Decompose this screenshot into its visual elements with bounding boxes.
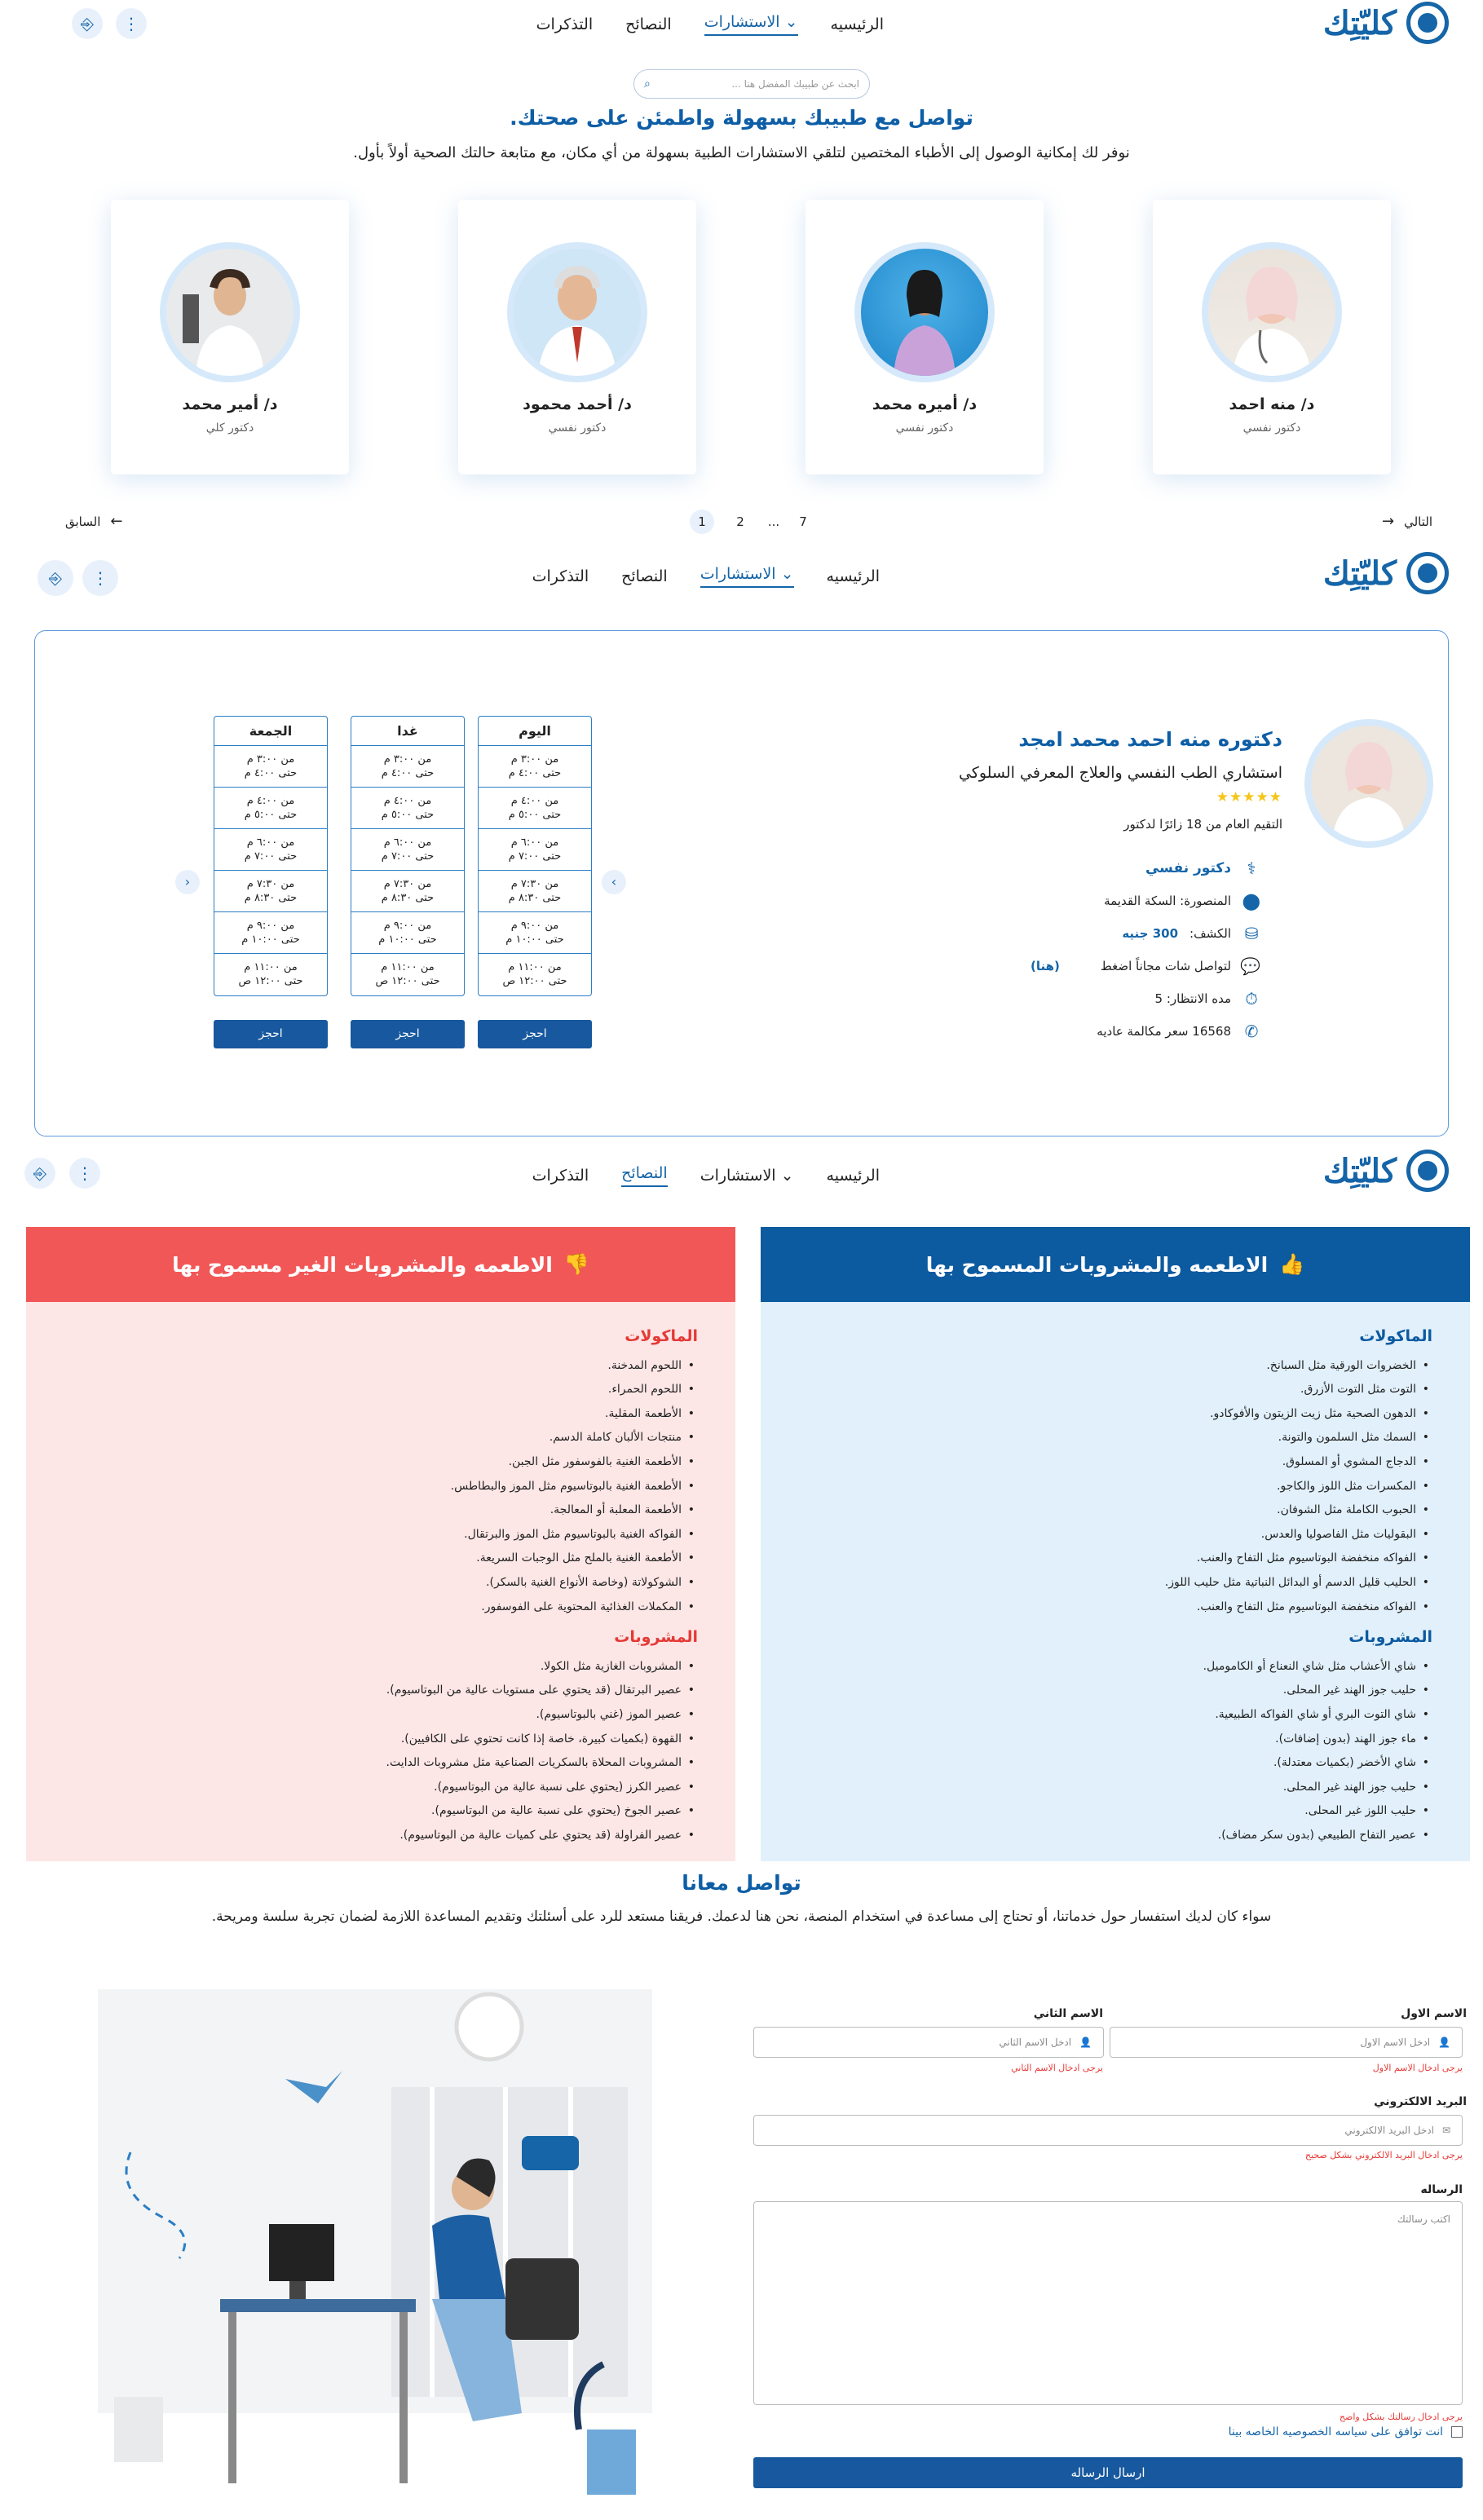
- stethoscope-icon: ⚕: [1247, 858, 1256, 878]
- schedule-prev-arrow[interactable]: ‹: [175, 870, 200, 894]
- list-item: • اللحوم المدخنة.: [51, 1354, 698, 1379]
- page-1[interactable]: 1: [690, 510, 714, 534]
- nav-tips[interactable]: النصائح: [621, 1164, 668, 1187]
- list-item: • المشروبات الغازية مثل الكولا.: [51, 1655, 698, 1679]
- chevron-down-icon: ⌄: [775, 1167, 794, 1185]
- list-item: • ماء جوز الهند (بدون إضافات).: [785, 1728, 1432, 1752]
- allowed-drinks-list: [785, 1655, 1432, 1848]
- first-name-label: الاسم الاول: [1401, 2007, 1467, 2020]
- list-item: • الشوكولاتة (وخاصة الأنواع الغنية بالسكر).: [51, 1571, 698, 1595]
- first-name-input[interactable]: 👤 ادخل الاسم الاول: [1110, 2027, 1463, 2058]
- book-button[interactable]: احجز: [478, 1020, 592, 1048]
- forbidden-drinks-list: [51, 1655, 698, 1848]
- doctor-card[interactable]: [805, 200, 1044, 474]
- time-slot[interactable]: من ٤:٠٠ م حتى ٥:٠٠ م: [479, 788, 591, 829]
- schedule-column: [478, 716, 592, 996]
- nav-tips[interactable]: النصائح: [625, 15, 672, 33]
- page-2[interactable]: 2: [736, 514, 744, 529]
- search-placeholder: ابحث عن طبيبك المفضل هنا ...: [731, 78, 859, 90]
- info-fee: ⛁ الكشف: 300 جنيه: [1122, 924, 1260, 943]
- more-menu-icon[interactable]: ⋮: [82, 560, 118, 596]
- list-item: • الحبوب الكاملة مثل الشوفان.: [785, 1498, 1432, 1523]
- book-button[interactable]: احجز: [214, 1020, 328, 1048]
- prev-page-button[interactable]: ← السابق: [65, 513, 123, 530]
- list-item: • عصير التفاح الطبيعي (بدون سكر مضاف).: [785, 1824, 1432, 1848]
- last-name-input[interactable]: 👤 ادخل الاسم الثاني: [753, 2027, 1104, 2058]
- next-page-button[interactable]: التالي →: [1381, 513, 1432, 530]
- forbidden-drinks-title: المشروبات: [614, 1628, 698, 1647]
- doctor-specialty: دكتور كلي: [205, 421, 254, 435]
- hero-subtitle: نوفر لك إمكانية الوصول إلى الأطباء المختصين لتلقي الاستشارات الطبية بسهولة من أي مكان، مع متابعة حالتك الصحية أولاً بأول.: [353, 144, 1130, 161]
- doctor-name: د/ منه احمد: [1229, 395, 1315, 413]
- list-item: • عصير البرتقال (قد يحتوي على مستويات عالية من البوتاسيوم).: [51, 1679, 698, 1703]
- time-slot[interactable]: من ٤:٠٠ م حتى ٥:٠٠ م: [214, 788, 327, 829]
- time-slot[interactable]: من ٩:٠٠ م حتى ١٠:٠٠ م: [351, 912, 464, 954]
- info-wait: ⏱ مده الانتظار: 5: [1155, 989, 1260, 1008]
- allowed-header: 👍 الاطعمه والمشروبات المسموح بها: [761, 1227, 1470, 1302]
- user-icon: 👤: [1438, 2037, 1450, 2048]
- last-name-error: يرجى ادخال الاسم الثاني: [1011, 2063, 1103, 2073]
- more-menu-icon[interactable]: ⋮: [69, 1158, 100, 1189]
- forbidden-foods-title: الماكولات: [625, 1327, 698, 1345]
- time-slot[interactable]: من ٩:٠٠ م حتى ١٠:٠٠ م: [479, 912, 591, 954]
- list-item: • عصير الموز (غني بالبوتاسيوم).: [51, 1703, 698, 1728]
- info-phone: ✆ 16568 سعر مكالمة عاديه: [1097, 1022, 1260, 1041]
- forbidden-header: 👎 الاطعمه والمشروبات الغير مسموح بها: [26, 1227, 735, 1302]
- email-label: البريد الالكتروني: [1374, 2095, 1467, 2108]
- privacy-agree[interactable]: انت توافق على سياسه الخصوصيه الخاصه بينا: [1229, 2425, 1463, 2438]
- doctors-section: [0, 0, 1483, 538]
- time-slot[interactable]: من ٦:٠٠ م حتى ٧:٠٠ م: [214, 829, 327, 871]
- schedule-day: اليوم: [479, 717, 591, 746]
- allowed-foods-title: الماكولات: [1359, 1327, 1432, 1345]
- nav-links: [532, 565, 880, 588]
- list-item: • الحليب قليل الدسم أو البدائل النباتية مثل حليب اللوز.: [785, 1571, 1432, 1595]
- doctor-card[interactable]: [458, 200, 696, 474]
- contact-title: تواصل معانا: [682, 1871, 801, 1895]
- chevron-down-icon: ⌄: [779, 13, 798, 31]
- doctor-card[interactable]: [111, 200, 349, 474]
- nav-tickets[interactable]: التذكرات: [536, 15, 594, 33]
- list-item: • الفواكه منخفضة البوتاسيوم مثل التفاح والعنب.: [785, 1547, 1432, 1571]
- book-button[interactable]: احجز: [351, 1020, 465, 1048]
- message-error: يرجى ادخال رسالتك بشكل واضح: [1339, 2412, 1463, 2422]
- contact-subtitle: سواء كان لديك استفسار حول خدماتنا، أو تحتاج إلى مساعدة في استخدام المنصة، نحن هنا لدعمك. فريقنا مستعد للرد على أسئلتك وتقديم المساعدة اللازمة لضمان تجربة سلسة ومريحة.: [211, 1909, 1272, 1925]
- checkbox[interactable]: [1451, 2426, 1463, 2438]
- list-item: • الدجاج المشوي أو المسلوق.: [785, 1450, 1432, 1475]
- info-category: ⚕ دكتور نفسي: [1145, 858, 1260, 878]
- nav-home[interactable]: الرئيسيه: [830, 15, 884, 33]
- last-name-label: الاسم الثاني: [1033, 2007, 1103, 2020]
- nav-consultations[interactable]: ⌄ الاستشارات: [700, 565, 794, 588]
- schedule-column: [351, 716, 465, 996]
- time-slot[interactable]: من ٦:٠٠ م حتى ٧:٠٠ م: [351, 829, 464, 871]
- list-item: • حليب جوز الهند غير المحلى.: [785, 1776, 1432, 1800]
- logo-icon: [1406, 552, 1449, 594]
- time-slot[interactable]: من ٣:٠٠ م حتى ٤:٠٠ م: [479, 746, 591, 788]
- list-item: • المكملات الغذائية المحتوية على الفوسفور.: [51, 1595, 698, 1620]
- list-item: • الفواكه منخفضة البوتاسيوم مثل التفاح والعنب.: [785, 1595, 1432, 1620]
- more-menu-icon[interactable]: ⋮: [116, 8, 147, 39]
- allowed-foods-panel: [761, 1227, 1470, 1861]
- list-item: • اللحوم الحمراء.: [51, 1378, 698, 1402]
- time-slot[interactable]: من ٧:٣٠ م حتى ٨:٣٠ م: [214, 871, 327, 912]
- list-item: • عصير الجوخ (يحتوي على نسبة عالية من البوتاسيوم).: [51, 1799, 698, 1824]
- allowed-foods-list: [785, 1354, 1432, 1620]
- chat-link[interactable]: (هنا): [1031, 959, 1060, 973]
- list-item: • القهوة (بكميات كبيرة، خاصة إذا كانت تحتوي على الكافيين).: [51, 1728, 698, 1752]
- list-item: • الأطعمة الغنية بالفوسفور مثل الجبن.: [51, 1450, 698, 1475]
- doctor-detail-photo: [1304, 719, 1433, 848]
- search-input[interactable]: [633, 69, 870, 99]
- hero-title: تواصل مع طبيبك بسهولة واطمئن على صحتك.: [510, 106, 973, 130]
- doctor-full-name: دكتوره منه احمد محمد امجد: [1018, 728, 1282, 751]
- navbar: [0, 1150, 1483, 1198]
- list-item: • الأطعمة المقلية.: [51, 1402, 698, 1427]
- list-item: • الأطعمة الغنية بالملح مثل الوجبات السريعة.: [51, 1547, 698, 1571]
- info-chat: 💬 لتواصل شات مجاناً اضغط (هنا): [1031, 956, 1260, 976]
- doctor-name: د/ أميره محمد: [872, 395, 978, 413]
- message-textarea[interactable]: اكتب رسالتك: [753, 2201, 1463, 2405]
- time-slot[interactable]: من ٧:٣٠ م حتى ٨:٣٠ م: [479, 871, 591, 912]
- list-item: • عصير الفراولة (قد يحتوي على كميات عالية من البوتاسيوم).: [51, 1824, 698, 1848]
- doctor-card[interactable]: [1153, 200, 1391, 474]
- info-location: ⬤ المنصورة: السكة القديمة: [1104, 891, 1260, 911]
- list-item: • الفواكه الغنية بالبوتاسيوم مثل الموز والبرتقال.: [51, 1523, 698, 1547]
- location-pin-icon: ⬤: [1242, 891, 1260, 911]
- login-icon[interactable]: ⎆: [72, 8, 103, 39]
- doctor-specialty: دكتور نفسي: [548, 421, 607, 435]
- nav-consultations[interactable]: ⌄ الاستشارات: [704, 13, 798, 36]
- brand-name: كليّتِك: [1322, 1151, 1397, 1190]
- list-item: • حليب جوز الهند غير المحلى.: [785, 1679, 1432, 1703]
- time-slot[interactable]: من ٩:٠٠ م حتى ١٠:٠٠ م: [214, 912, 327, 954]
- login-icon[interactable]: ⎆: [38, 560, 73, 596]
- list-item: • المشروبات المحلاة بالسكريات الصناعية مثل مشروبات الدايت.: [51, 1751, 698, 1776]
- brand-name: كليّتِك: [1322, 554, 1397, 593]
- thumbs-down-icon: 👎: [563, 1252, 589, 1276]
- rating-stars: ★★★★★: [1216, 789, 1282, 805]
- pagination: [0, 510, 1483, 534]
- doctor-title: استشاري الطب النفسي والعلاج المعرفي السلوكي: [958, 764, 1282, 782]
- doctor-name: د/ أمير محمد: [182, 395, 278, 413]
- navbar: [0, 0, 1483, 49]
- nav-home[interactable]: الرئيسيه: [826, 567, 880, 585]
- doctor-photo: [160, 242, 300, 382]
- logo[interactable]: [1323, 552, 1449, 594]
- list-item: • شاي الأخضر (بكميات معتدلة).: [785, 1751, 1432, 1776]
- list-item: • الأطعمة المعلبة أو المعالجة.: [51, 1498, 698, 1523]
- contact-illustration: [82, 1989, 669, 2511]
- forbidden-foods-list: [51, 1354, 698, 1620]
- nav-tickets[interactable]: التذكرات: [532, 1167, 589, 1185]
- submit-button[interactable]: ارسال الرساله: [753, 2457, 1463, 2488]
- schedule-column: [214, 716, 328, 996]
- list-item: • حليب اللوز غير المحلى.: [785, 1799, 1432, 1824]
- first-name-error: يرجى ادخال الاسم الاول: [1372, 2063, 1463, 2073]
- time-slot[interactable]: من ١١:٠٠ م حتى ١٢:٠٠ ص: [502, 961, 567, 987]
- time-slot[interactable]: من ٦:٠٠ م حتى ٧:٠٠ م: [479, 829, 591, 871]
- doctor-photo: [507, 242, 647, 382]
- nav-links: [536, 13, 884, 36]
- doctor-photo: [1202, 242, 1342, 382]
- arrow-left-icon: ←: [110, 513, 123, 530]
- message-label: الرساله: [1420, 2183, 1463, 2196]
- page-7[interactable]: 7: [799, 514, 807, 529]
- login-icon[interactable]: ⎆: [24, 1158, 55, 1189]
- logo[interactable]: [1323, 1150, 1449, 1192]
- list-item: • السمك مثل السلمون والتونة.: [785, 1426, 1432, 1450]
- nav-home[interactable]: الرئيسيه: [826, 1167, 880, 1185]
- doctor-specialty: دكتور نفسي: [1242, 421, 1301, 435]
- brand-name: كليّتِك: [1322, 3, 1397, 42]
- email-error: يرجى ادخال البريد الالكتروني بشكل صحيح: [1304, 2150, 1463, 2160]
- nav-consultations[interactable]: ⌄ الاستشارات: [700, 1167, 794, 1185]
- phone-icon: ✆: [1244, 1022, 1259, 1041]
- list-item: • الأطعمة الغنية بالبوتاسيوم مثل الموز والبطاطس.: [51, 1475, 698, 1499]
- list-item: • الدهون الصحية مثل زيت الزيتون والأفوكادو.: [785, 1402, 1432, 1427]
- doctor-photo: [854, 242, 995, 382]
- chat-icon: 💬: [1240, 956, 1260, 976]
- search-icon: ⌕: [644, 77, 651, 90]
- list-item: • المكسرات مثل اللوز والكاجو.: [785, 1475, 1432, 1499]
- user-icon: 👤: [1079, 2037, 1092, 2048]
- nav-tips[interactable]: النصائح: [621, 567, 668, 585]
- nav-links: [532, 1164, 880, 1187]
- list-item: • منتجات الألبان كاملة الدسم.: [51, 1426, 698, 1450]
- logo-icon: [1406, 2, 1449, 44]
- mail-icon: ✉: [1441, 2125, 1450, 2136]
- time-slot[interactable]: من ١١:٠٠ م حتى ١٢:٠٠ ص: [238, 961, 303, 987]
- list-item: • التوت مثل التوت الأزرق.: [785, 1378, 1432, 1402]
- doctor-specialty: دكتور نفسي: [895, 421, 954, 435]
- list-item: • البقوليات مثل الفاصوليا والعدس.: [785, 1523, 1432, 1547]
- time-slot[interactable]: من ٣:٠٠ م حتى ٤:٠٠ م: [351, 746, 464, 788]
- list-item: • شاي التوت البري أو شاي الفواكه الطبيعية.: [785, 1703, 1432, 1728]
- navbar: [0, 552, 1483, 601]
- doctor-name: د/ أحمد محمود: [523, 395, 632, 413]
- schedule-day: الجمعة: [214, 717, 327, 746]
- list-item: • الخضروات الورقية مثل السبانخ.: [785, 1354, 1432, 1379]
- thumbs-up-icon: 👍: [1279, 1252, 1305, 1276]
- time-slot[interactable]: من ٤:٠٠ م حتى ٥:٠٠ م: [351, 788, 464, 829]
- chevron-down-icon: ⌄: [775, 565, 794, 583]
- forbidden-foods-panel: [26, 1227, 735, 1861]
- nav-tickets[interactable]: التذكرات: [532, 567, 589, 585]
- logo-icon: [1406, 1150, 1449, 1192]
- time-slot[interactable]: من ١١:٠٠ م حتى ١٢:٠٠ ص: [375, 961, 440, 987]
- timer-icon: ⏱: [1245, 989, 1258, 1008]
- list-item: • عصير الكرز (يحتوي على نسبة عالية من البوتاسيوم).: [51, 1776, 698, 1800]
- time-slot[interactable]: من ٧:٣٠ م حتى ٨:٣٠ م: [351, 871, 464, 912]
- schedule-day: غدا: [351, 717, 464, 746]
- email-input[interactable]: ✉ ادخل البريد الالكتروني: [753, 2115, 1463, 2146]
- rating-text: التقيم العام من 18 زائرًا لدكتور: [1123, 817, 1282, 832]
- money-icon: ⛁: [1244, 924, 1259, 943]
- arrow-left-icon: →: [1381, 513, 1395, 530]
- schedule-next-arrow[interactable]: ›: [602, 870, 626, 894]
- allowed-drinks-title: المشروبات: [1348, 1628, 1432, 1647]
- page-ellipsis: ...: [767, 514, 780, 529]
- list-item: • شاي الأعشاب مثل شاي النعناع أو الكاموميل.: [785, 1655, 1432, 1679]
- time-slot[interactable]: من ٣:٠٠ م حتى ٤:٠٠ م: [214, 746, 327, 788]
- logo[interactable]: [1323, 2, 1449, 44]
